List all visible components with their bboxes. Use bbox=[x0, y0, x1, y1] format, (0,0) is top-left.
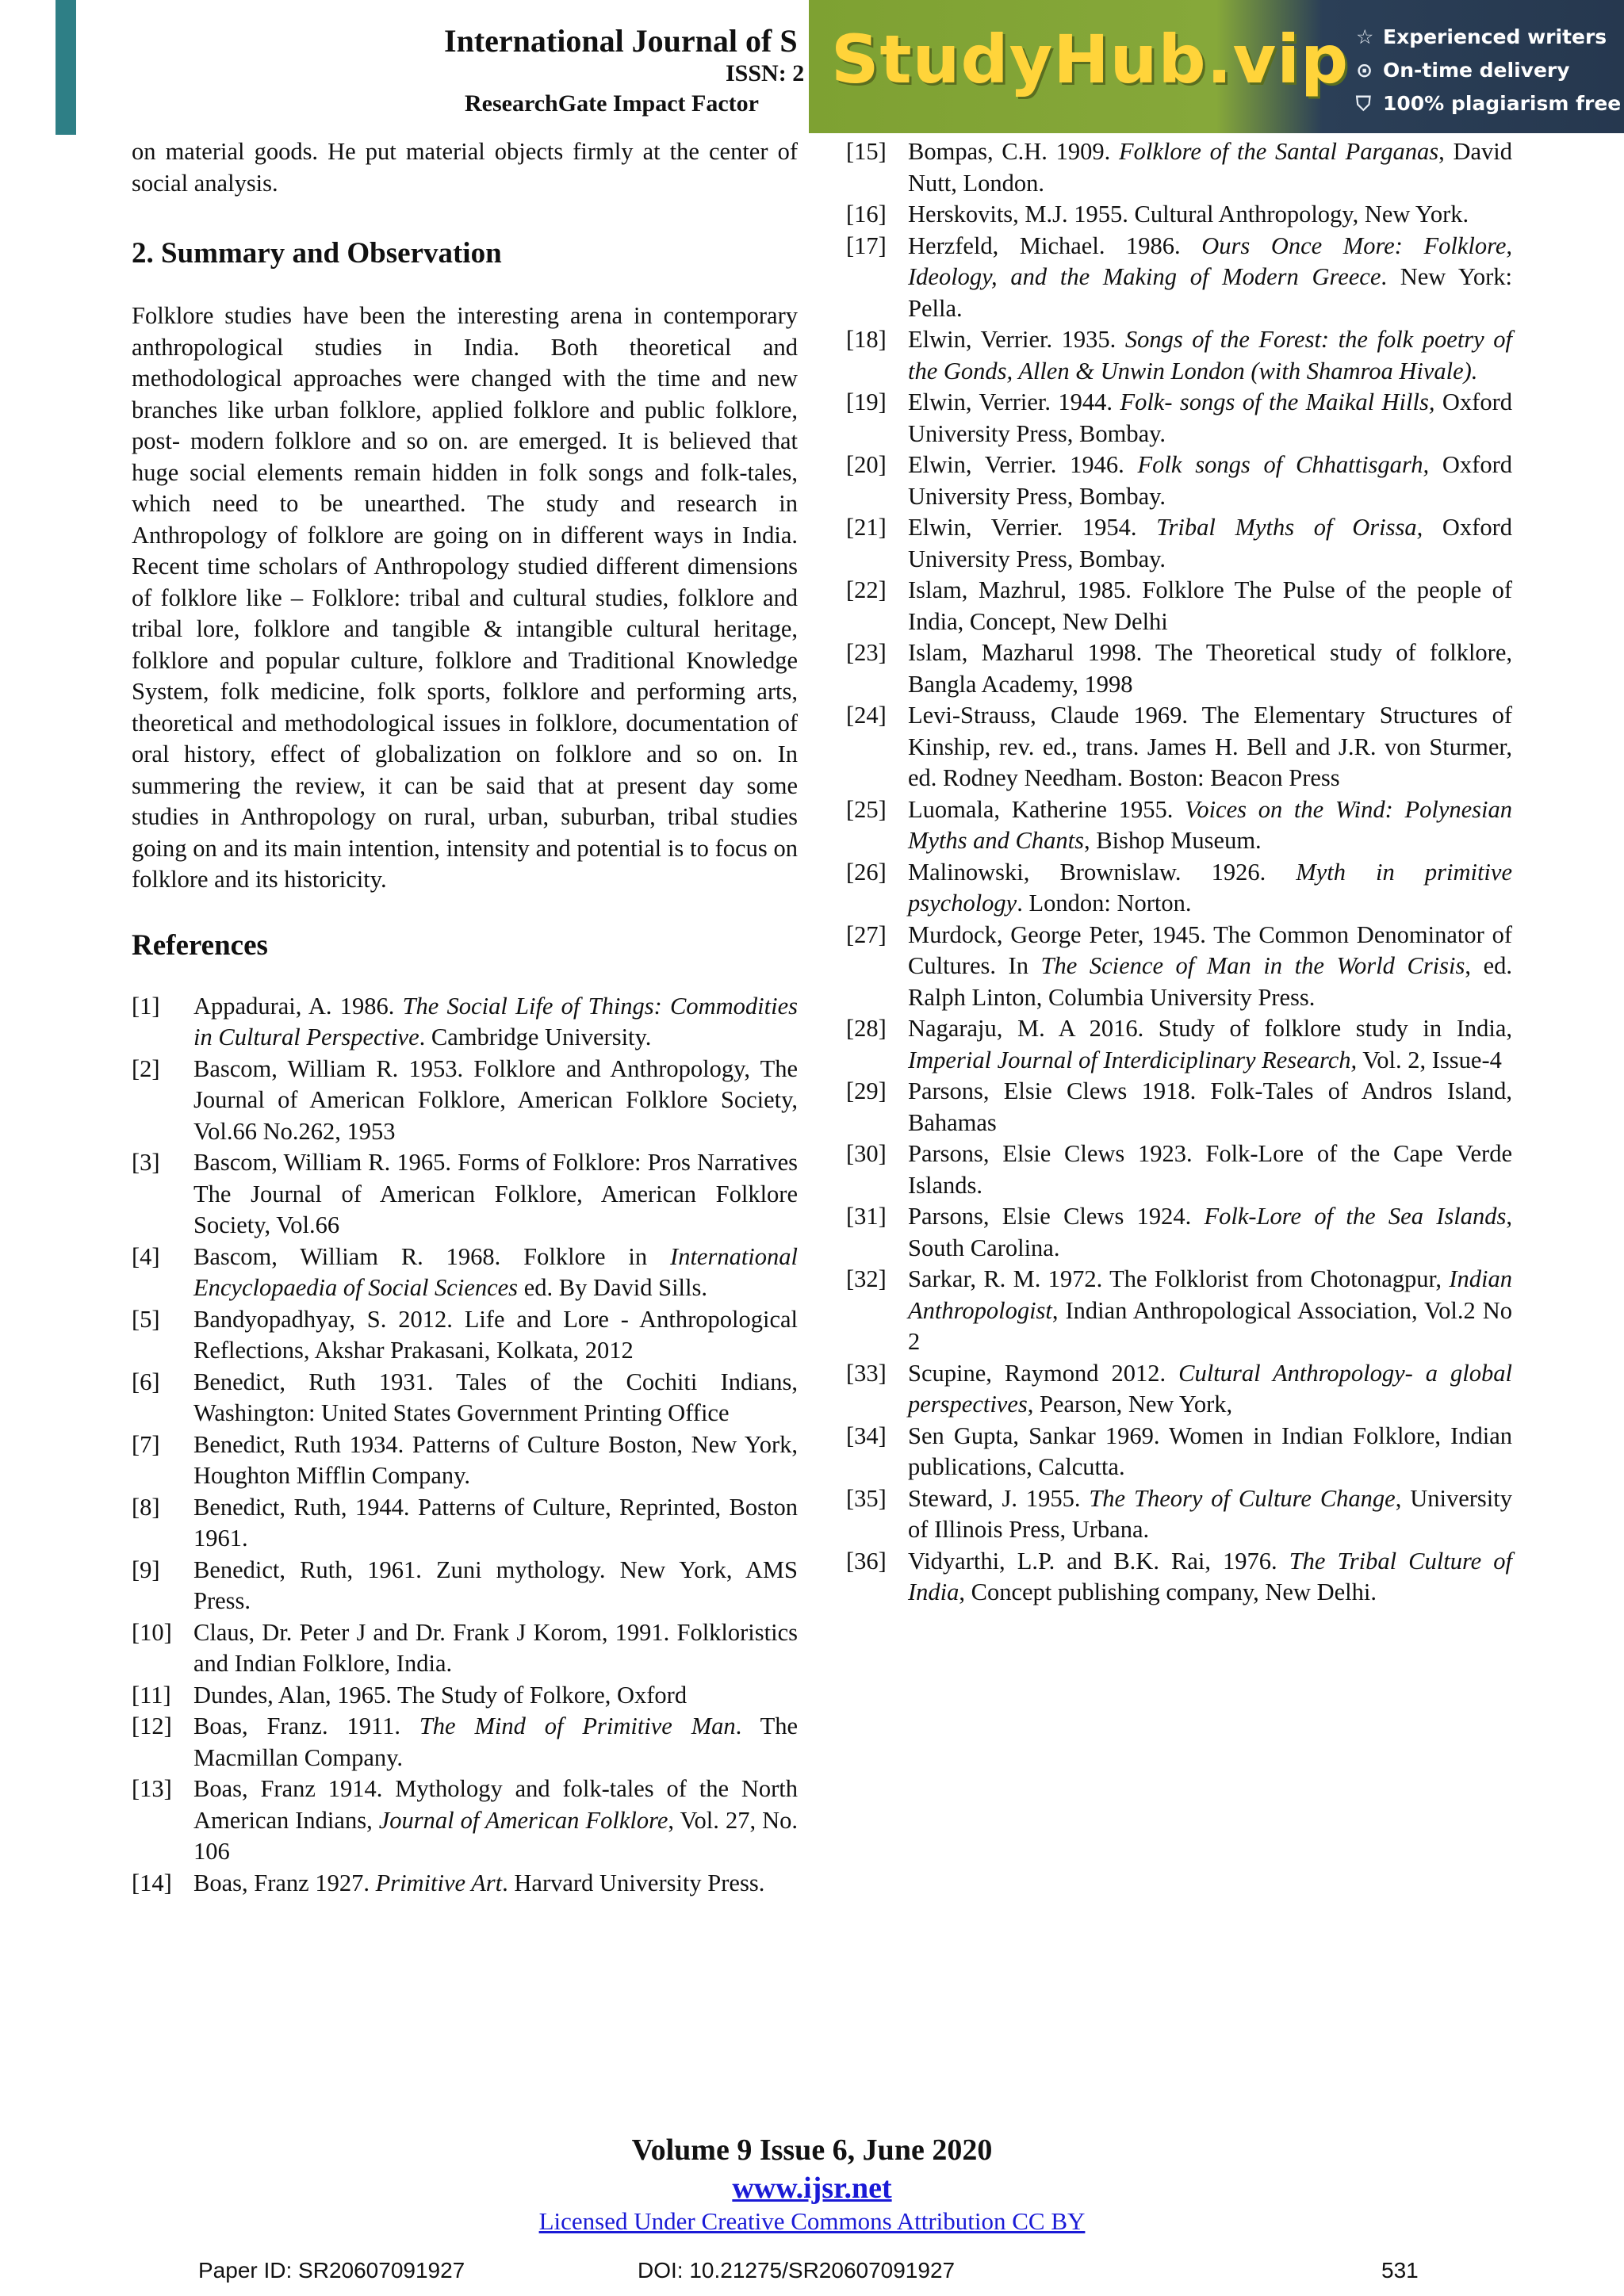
reference-text: Appadurai, A. 1986. The Social Life of Things: Commodities in Cultural Perspective. Cambridge University. bbox=[193, 992, 799, 1050]
ad-feature-item: ⛉ 100% plagiarism free bbox=[1356, 87, 1621, 121]
reference-number: [26] bbox=[846, 858, 887, 886]
journal-link[interactable]: www.ijsr.net bbox=[732, 2172, 892, 2205]
reference-number: [8] bbox=[132, 1493, 160, 1521]
reference-item bbox=[846, 1264, 1512, 1358]
studyhub-logo: StudyHub.vip bbox=[831, 21, 1350, 98]
reference-item bbox=[846, 387, 1512, 450]
reference-number: [29] bbox=[846, 1077, 887, 1104]
reference-number: [3] bbox=[132, 1149, 160, 1176]
studyhub-ad-banner[interactable] bbox=[809, 0, 1624, 133]
reference-item bbox=[132, 991, 798, 1054]
reference-list-right bbox=[846, 136, 1512, 1609]
reference-item bbox=[846, 1076, 1512, 1138]
reference-item bbox=[846, 450, 1512, 512]
reference-item bbox=[846, 575, 1512, 637]
reference-text: Elwin, Verrier. 1944. Folk- songs of the Maikal Hills, Oxford University Press, Bombay. bbox=[908, 388, 1512, 447]
reference-text: Benedict, Ruth 1934. Patterns of Culture Boston, New York, Houghton Mifflin Company. bbox=[193, 1430, 798, 1489]
shield-icon: ⛉ bbox=[1356, 92, 1371, 115]
reference-item bbox=[846, 1358, 1512, 1421]
researchgate-impact-factor: ResearchGate Impact Factor bbox=[465, 90, 759, 117]
reference-text: Luomala, Katherine 1955. Voices on the Wind: Polynesian Myths and Chants, Bishop Museum. bbox=[908, 795, 1512, 854]
reference-item bbox=[846, 324, 1512, 387]
license-link[interactable]: Licensed Under Creative Commons Attribution CC BY bbox=[538, 2207, 1086, 2235]
reference-text: Boas, Franz 1927. Primitive Art. Harvard University Press. bbox=[193, 1869, 765, 1896]
header-accent-bar bbox=[56, 0, 76, 135]
reference-number: [27] bbox=[846, 920, 887, 948]
reference-number: [12] bbox=[132, 1712, 172, 1739]
reference-number: [33] bbox=[846, 1359, 887, 1387]
reference-text: Boas, Franz. 1911. The Mind of Primitive Man. The Macmillan Company. bbox=[193, 1712, 798, 1771]
reference-text: Bascom, William R. 1953. Folklore and Anthropology, The Journal of American Folklore, American Folklore Society, Vol.66 No.262, 1953 bbox=[193, 1054, 798, 1145]
reference-number: [23] bbox=[846, 639, 887, 666]
reference-number: [5] bbox=[132, 1305, 160, 1333]
reference-number: [32] bbox=[846, 1265, 887, 1292]
reference-number: [18] bbox=[846, 326, 887, 353]
reference-number: [9] bbox=[132, 1556, 160, 1583]
reference-text: Dundes, Alan, 1965. The Study of Folkore, Oxford bbox=[193, 1681, 688, 1709]
reference-item bbox=[132, 1774, 798, 1868]
reference-item bbox=[132, 1868, 798, 1900]
left-column bbox=[132, 136, 798, 1899]
reference-number: [14] bbox=[132, 1869, 172, 1896]
reference-number: [2] bbox=[132, 1054, 160, 1082]
reference-number: [28] bbox=[846, 1015, 887, 1042]
journal-title: International Journal of S bbox=[444, 23, 798, 59]
reference-text: Parsons, Elsie Clews 1923. Folk-Lore of the Cape Verde Islands. bbox=[908, 1140, 1512, 1199]
reference-item bbox=[846, 1421, 1512, 1483]
reference-number: [11] bbox=[132, 1681, 171, 1709]
reference-text: Benedict, Ruth, 1961. Zuni mythology. New York, AMS Press. bbox=[193, 1556, 798, 1614]
reference-text: Elwin, Verrier. 1935. Songs of the Forest: the folk poetry of the Gonds, Allen & Unwin London (with Shamroa Hivale). bbox=[908, 326, 1512, 385]
reference-text: Scupine, Raymond 2012. Cultural Anthropology- a global perspectives, Pearson, New York, bbox=[908, 1359, 1512, 1418]
reference-item bbox=[132, 1711, 798, 1774]
reference-number: [31] bbox=[846, 1203, 887, 1230]
doi: DOI: 10.21275/SR20607091927 bbox=[638, 2258, 956, 2283]
reference-text: Bandyopadhyay, S. 2012. Life and Lore - Anthropological Reflections, Akshar Prakasani, Kolkata, 2012 bbox=[193, 1305, 798, 1364]
reference-item bbox=[132, 1492, 798, 1555]
reference-item bbox=[132, 1054, 798, 1148]
reference-list-left bbox=[132, 991, 798, 1900]
reference-text: Benedict, Ruth 1931. Tales of the Cochiti Indians, Washington: United States Government Printing Office bbox=[193, 1368, 798, 1426]
reference-item bbox=[132, 1304, 798, 1367]
reference-text: Vidyarthi, L.P. and B.K. Rai, 1976. The Tribal Culture of India, Concept publishing company, New Delhi. bbox=[908, 1547, 1512, 1605]
reference-text: Murdock, George Peter, 1945. The Common Denominator of Cultures. In The Science of Man in the World Crisis, ed. Ralph Linton, Columbia University Press. bbox=[908, 920, 1512, 1011]
references-heading: References bbox=[132, 928, 268, 962]
reference-number: [22] bbox=[846, 576, 887, 603]
summary-paragraph: Folklore studies have been the interesting arena in contemporary anthropological studies in India. Both theoretical and methodological approaches were changed with the time and new branches like urban folklore, applied folklore and public folklore, post- modern folklore and so on. are emerged. It is believed that huge social elements remain hidden in folk songs and folk-tales, which need to be unearthed. The study and research in Anthropology of folklore are going on in different ways in India. Recent time scholars of Anthropology studied different dimensions of folklore like – Folklore: tribal and cultural studies, folklore and tribal lore, folklore and tangible & intangible cultural heritage, folklore and popular culture, folklore and Traditional Knowledge System, folk medicine, folk sports, folklore and performing arts, theoretical and methodological issues in folklore, documentation of oral history, effect of globalization on folklore and so on. In summering the review, it can be said that at present day some studies in Anthropology on rural, urban, suburban, tribal studies going on and its main intention, intensity and potential is to focus on folklore and its historicity. bbox=[132, 302, 798, 893]
ad-feature-list bbox=[1356, 21, 1621, 121]
reference-text: Claus, Dr. Peter J and Dr. Frank J Korom, 1991. Folkloristics and Indian Folklore, India. bbox=[193, 1618, 798, 1677]
page-number: 531 bbox=[1381, 2258, 1419, 2283]
reference-number: [13] bbox=[132, 1775, 172, 1802]
footer-volume: Volume 9 Issue 6, June 2020 bbox=[631, 2133, 993, 2167]
reference-number: [15] bbox=[846, 138, 887, 165]
reference-item bbox=[132, 1242, 798, 1304]
reference-number: [4] bbox=[132, 1242, 160, 1270]
reference-number: [17] bbox=[846, 232, 887, 259]
reference-text: Sen Gupta, Sankar 1969. Women in Indian Folklore, Indian publications, Calcutta. bbox=[908, 1422, 1512, 1480]
reference-text: Bascom, William R. 1968. Folklore in International Encyclopaedia of Social Sciences ed. By David Sills. bbox=[193, 1242, 798, 1301]
reference-text: Benedict, Ruth, 1944. Patterns of Culture, Reprinted, Boston 1961. bbox=[193, 1493, 798, 1552]
reference-item bbox=[132, 1429, 798, 1492]
ad-feature-item: ⊙ On-time delivery bbox=[1356, 54, 1621, 87]
reference-text: Islam, Mazharul 1998. The Theoretical study of folklore, Bangla Academy, 1998 bbox=[908, 639, 1512, 698]
reference-text: Bascom, William R. 1965. Forms of Folklore: Pros Narratives The Journal of American Folklore, American Folklore Society, Vol.66 bbox=[193, 1149, 798, 1238]
paper-id: Paper ID: SR20607091927 bbox=[198, 2258, 465, 2283]
reference-number: [10] bbox=[132, 1618, 172, 1646]
reference-text: Elwin, Verrier. 1946. Folk songs of Chhattisgarh, Oxford University Press, Bombay. bbox=[908, 451, 1512, 510]
reference-number: [25] bbox=[846, 795, 887, 823]
reference-item bbox=[846, 1483, 1512, 1546]
reference-number: [1] bbox=[132, 992, 160, 1020]
reference-text: Parsons, Elsie Clews 1924. Folk-Lore of the Sea Islands, South Carolina. bbox=[908, 1203, 1512, 1261]
star-icon: ☆ bbox=[1356, 25, 1374, 48]
reference-text: Islam, Mazhrul, 1985. Folklore The Pulse of the people of India, Concept, New Delhi bbox=[908, 576, 1512, 635]
reference-item bbox=[846, 700, 1512, 794]
reference-number: [6] bbox=[132, 1368, 160, 1395]
reference-text: Parsons, Elsie Clews 1918. Folk-Tales of Andros Island, Bahamas bbox=[908, 1077, 1512, 1136]
issn-label: ISSN: 2 bbox=[726, 60, 805, 86]
reference-item bbox=[846, 920, 1512, 1014]
reference-item bbox=[132, 1147, 798, 1242]
reference-number: [35] bbox=[846, 1484, 887, 1512]
reference-item bbox=[846, 512, 1512, 575]
reference-item bbox=[846, 794, 1512, 857]
reference-item bbox=[846, 231, 1512, 325]
reference-number: [7] bbox=[132, 1430, 160, 1458]
reference-text: Elwin, Verrier. 1954. Tribal Myths of Orissa, Oxford University Press, Bombay. bbox=[908, 514, 1512, 572]
reference-item bbox=[846, 136, 1512, 199]
reference-text: Malinowski, Brownislaw. 1926. Myth in primitive psychology. London: Norton. bbox=[908, 858, 1512, 916]
reference-item bbox=[846, 1013, 1512, 1076]
reference-text: Nagaraju, M. A 2016. Study of folklore study in India, Imperial Journal of Interdiciplinary Research, Vol. 2, Issue-4 bbox=[908, 1015, 1512, 1073]
reference-item bbox=[846, 857, 1512, 920]
reference-item bbox=[846, 1546, 1512, 1609]
clock-icon: ⊙ bbox=[1356, 59, 1373, 82]
section-heading: 2. Summary and Observation bbox=[132, 237, 502, 270]
reference-item bbox=[132, 1617, 798, 1680]
reference-item bbox=[132, 1555, 798, 1617]
reference-item bbox=[846, 1138, 1512, 1201]
reference-text: Steward, J. 1955. The Theory of Culture Change, University of Illinois Press, Urbana. bbox=[908, 1484, 1512, 1543]
reference-number: [34] bbox=[846, 1422, 887, 1449]
reference-text: Sarkar, R. M. 1972. The Folklorist from Chotonagpur, Indian Anthropologist, Indian Anthropological Association, Vol.2 No 2 bbox=[908, 1265, 1512, 1355]
reference-text: Herskovits, M.J. 1955. Cultural Anthropology, New York. bbox=[908, 201, 1469, 228]
right-column bbox=[846, 136, 1512, 1609]
reference-item bbox=[846, 199, 1512, 231]
reference-number: [19] bbox=[846, 388, 887, 415]
reference-number: [30] bbox=[846, 1140, 887, 1167]
reference-text: Levi-Strauss, Claude 1969. The Elementary Structures of Kinship, rev. ed., trans. James H. Bell and J.R. von Sturmer, ed. Rodney Needham. Boston: Beacon Press bbox=[908, 702, 1512, 791]
reference-text: Herzfeld, Michael. 1986. Ours Once More: Folklore, Ideology, and the Making of Modern Greece. New York: Pella. bbox=[908, 232, 1513, 322]
reference-number: [16] bbox=[846, 201, 887, 228]
intro-paragraph: on material goods. He put material objects firmly at the center of social analysis. bbox=[132, 138, 798, 197]
reference-number: [21] bbox=[846, 514, 887, 541]
reference-number: [36] bbox=[846, 1547, 887, 1575]
reference-number: [24] bbox=[846, 702, 887, 729]
ad-feature-item: ☆ Experienced writers bbox=[1356, 21, 1621, 54]
reference-text: Bompas, C.H. 1909. Folklore of the Santal Parganas, David Nutt, London. bbox=[908, 138, 1513, 197]
reference-number: [20] bbox=[846, 451, 887, 478]
reference-text: Boas, Franz 1914. Mythology and folk-tales of the North American Indians, Journal of American Folklore, Vol. 27, No. 106 bbox=[193, 1775, 799, 1865]
reference-item bbox=[846, 1201, 1512, 1264]
reference-item bbox=[132, 1680, 798, 1712]
reference-item bbox=[132, 1367, 798, 1429]
reference-item bbox=[846, 637, 1512, 700]
